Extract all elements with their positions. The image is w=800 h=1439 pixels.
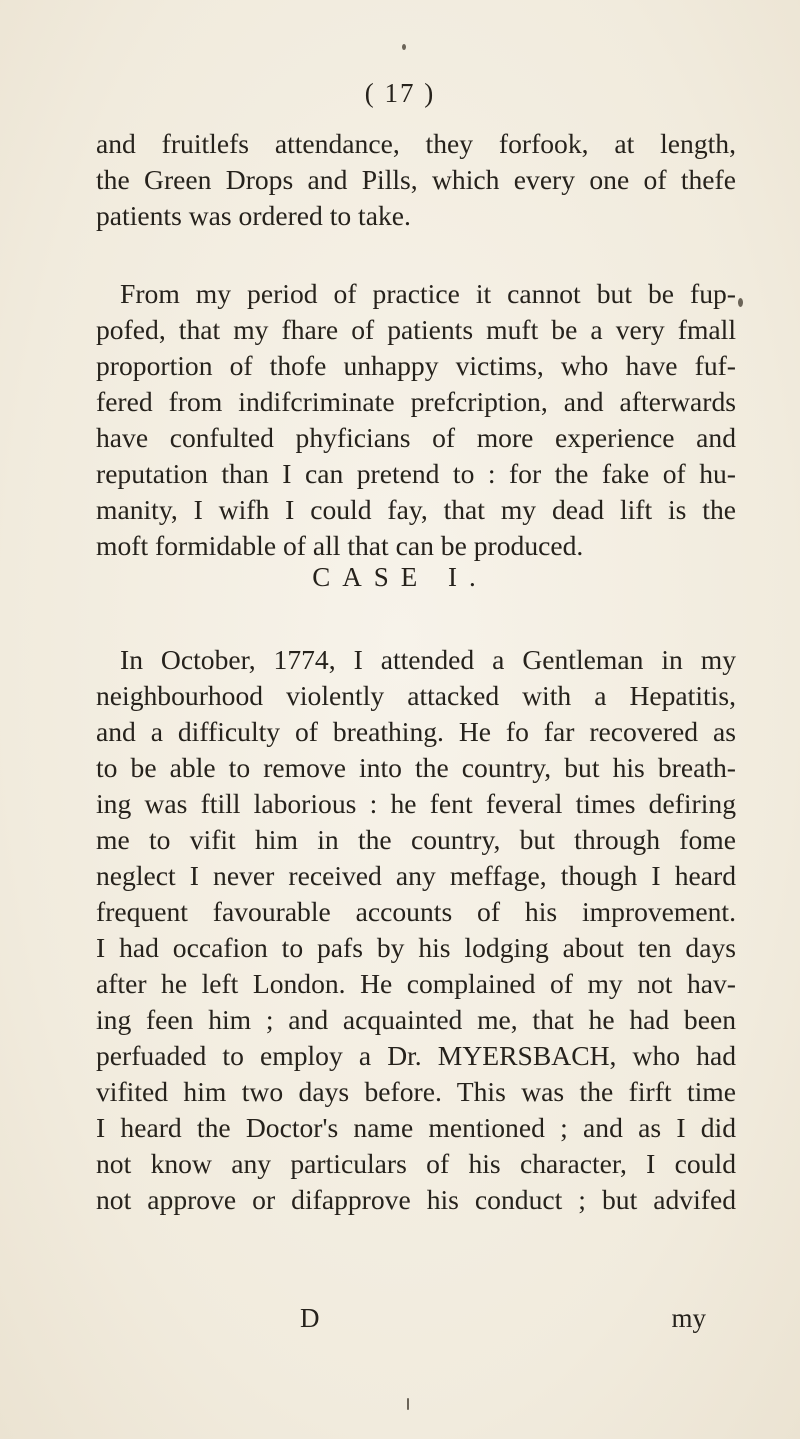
ink-speck [738, 298, 743, 307]
text-line: I had occafion to pafs by his lodging about ten days [96, 932, 736, 963]
text-line: manity, I wifh I could fay, that my dead lift is the [96, 494, 736, 525]
text-line: reputation than I can pretend to : for the fake of hu- [96, 458, 736, 489]
paragraph-continuation [96, 126, 736, 234]
page-footer [96, 1303, 736, 1337]
text-line: me to vifit him in the country, but through fome [96, 824, 736, 855]
paragraph-case [96, 642, 736, 1218]
text-line: ing was ftill laborious : he fent feveral times defiring [96, 788, 736, 819]
text-line: to be able to remove into the country, but his breath- [96, 752, 736, 783]
catchword: my [671, 1303, 706, 1333]
ink-speck [402, 44, 406, 50]
text-line: ing feen him ; and acquainted me, that he had been [96, 1004, 736, 1035]
page-number: ( 17 ) [364, 78, 436, 108]
case-heading: CASE I. [312, 562, 488, 592]
text-line: proportion of thofe unhappy victims, who have fuf- [96, 350, 736, 381]
text-line: neighbourhood violently attacked with a Hepatitis, [96, 680, 736, 711]
ink-speck [407, 1398, 409, 1410]
signature-mark: D [300, 1303, 320, 1333]
text-line: neglect I never received any meffage, though I heard [96, 860, 736, 891]
paragraph-practice [96, 276, 736, 564]
text-line: From my period of practice it cannot but be fup- [120, 278, 736, 309]
text-line: and fruitlefs attendance, they forfook, at length, [96, 128, 736, 159]
text-line: vifited him two days before. This was the firft time [96, 1076, 736, 1107]
text-line: patients was ordered to take. [96, 200, 411, 231]
text-line: fered from indifcriminate prefcription, and afterwards [96, 386, 736, 417]
text-line: frequent favourable accounts of his improvement. [96, 896, 736, 927]
text-line: In October, 1774, I attended a Gentleman in my [120, 644, 736, 675]
text-line: I heard the Doctor's name mentioned ; and as I did [96, 1112, 736, 1143]
text-line: have confulted phyficians of more experience and [96, 422, 736, 453]
text-line: pofed, that my fhare of patients muft be a very fmall [96, 314, 736, 345]
text-line: perfuaded to employ a Dr. MYERSBACH, who had [96, 1040, 736, 1071]
text-line: after he left London. He complained of my not hav- [96, 968, 736, 999]
text-line: and a difficulty of breathing. He fo far recovered as [96, 716, 736, 747]
text-line: moft formidable of all that can be produced. [96, 530, 584, 561]
text-line: not know any particulars of his character, I could [96, 1148, 736, 1179]
text-line: the Green Drops and Pills, which every one of thefe [96, 164, 736, 195]
text-line: not approve or difapprove his conduct ; but advifed [96, 1184, 736, 1215]
